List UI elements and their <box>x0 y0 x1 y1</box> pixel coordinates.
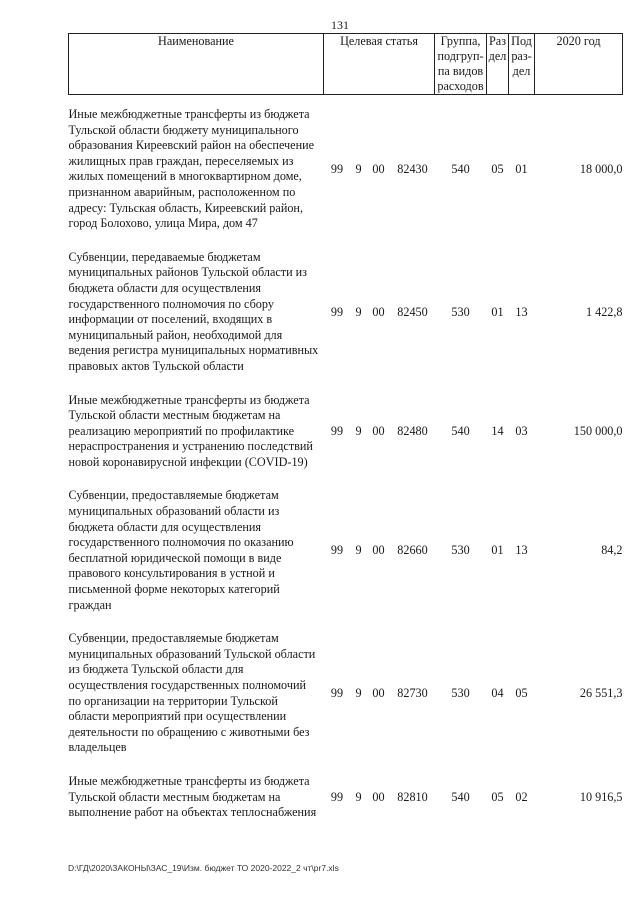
expense-group: 530 <box>451 686 470 701</box>
header-line: дел <box>488 49 507 63</box>
subsection-code: 13 <box>515 543 528 558</box>
amount-2020: 10 916,5 <box>579 789 623 804</box>
target-code-part: 82450 <box>397 304 428 319</box>
subsection-code: 13 <box>515 304 528 319</box>
target-code-part: 9 <box>355 304 362 319</box>
subsection-code: 01 <box>515 161 528 176</box>
row-name: Субвенции, передаваемые бюджетам муниципальных районов Тульской области из бюджета области для осуществления государственного полномочия по сбору информации от поселений, входящих в муниципальный район, необходимой для ведения регистра муниципальных нормативных правовых актов Тульской области <box>68 249 319 373</box>
target-code-part: 00 <box>372 543 385 558</box>
target-code-part: 9 <box>355 543 362 558</box>
column-header-target-article: Целевая статья <box>324 34 435 95</box>
target-code-part: 9 <box>355 423 362 438</box>
target-code-part: 82430 <box>397 161 428 176</box>
section-code: 05 <box>491 789 504 804</box>
column-header-name: Наименование <box>69 34 324 95</box>
expense-group: 540 <box>451 789 470 804</box>
target-code-part: 00 <box>372 304 385 319</box>
header-line: раз- <box>511 49 532 63</box>
expense-group: 540 <box>451 423 470 438</box>
target-code-part: 99 <box>330 423 344 438</box>
subsection-code: 03 <box>515 423 528 438</box>
section-code: 05 <box>491 161 504 176</box>
expense-group: 530 <box>451 543 470 558</box>
target-code-part: 00 <box>372 686 385 701</box>
amount-2020: 150 000,0 <box>573 423 623 438</box>
header-line: па видов <box>437 64 484 78</box>
subsection-code: 05 <box>515 686 528 701</box>
header-line: Раз <box>489 34 507 48</box>
row-name: Иные межбюджетные трансферты из бюджета Тульской области местным бюджетам на реализацию мероприятий по профилактике нераспространения и устранению последствий новой коронавирусной инфекции (COVID-19) <box>68 392 313 469</box>
table-row <box>69 629 623 758</box>
amount-2020: 26 551,3 <box>579 686 623 701</box>
target-code-part: 82730 <box>397 686 428 701</box>
target-code-part: 00 <box>372 161 385 176</box>
target-code-part: 99 <box>330 161 344 176</box>
budget-table <box>68 33 623 823</box>
target-code-part: 9 <box>355 789 362 804</box>
amount-2020: 1 422,8 <box>585 304 623 319</box>
header-line: дел <box>512 64 531 78</box>
column-header-group <box>435 34 487 95</box>
row-name: Субвенции, предоставляемые бюджетам муниципальных образований области из бюджета области для осуществления государственного полномочия по оказанию бесплатной юридической помощи в виде правового консультирования в устной и письменной форме некоторых категорий граждан <box>68 488 294 612</box>
section-code: 01 <box>491 304 504 319</box>
target-code-part: 00 <box>372 789 385 804</box>
target-code-part: 9 <box>355 161 362 176</box>
header-line: Группа, <box>440 34 481 48</box>
table-header <box>69 34 623 95</box>
section-code: 14 <box>491 423 504 438</box>
expense-group: 540 <box>451 161 470 176</box>
target-code-part: 99 <box>330 543 344 558</box>
row-name: Субвенции, предоставляемые бюджетам муниципальных образований Тульской области из бюджета Тульской области для осуществления государственных полномочий по организации на территории Тульской области мероприятий при осуществлении деятельности по обращению с животными без владельцев <box>68 631 316 755</box>
target-code-part: 82660 <box>397 543 428 558</box>
target-code-part: 00 <box>372 423 385 438</box>
target-code-part: 99 <box>330 686 344 701</box>
target-code-part: 99 <box>330 789 344 804</box>
target-code-part: 99 <box>330 304 344 319</box>
column-header-subsection <box>509 34 535 95</box>
column-header-section <box>487 34 509 95</box>
page-number: 131 <box>331 18 349 32</box>
subsection-code: 02 <box>515 789 528 804</box>
target-code-part: 82480 <box>397 423 428 438</box>
header-line: Под <box>511 34 532 48</box>
section-code: 04 <box>491 686 504 701</box>
column-header-year: 2020 год <box>535 34 623 95</box>
table-row <box>69 391 623 473</box>
amount-2020: 84,2 <box>601 543 623 558</box>
header-line: расходов <box>437 79 484 93</box>
target-code-part: 9 <box>355 686 362 701</box>
expense-group: 530 <box>451 304 470 319</box>
row-name: Иные межбюджетные трансферты из бюджета Тульской области местным бюджетам на выполнение работ на объектах теплоснабжения <box>68 773 317 820</box>
footer-file-path: D:\ГД\2020\ЗАКОНЫ\ЗАС_19\Изм. бюджет ТО 2020-2022_2 чт\pr7.xls <box>68 863 339 873</box>
amount-2020: 18 000,0 <box>579 161 623 176</box>
header-line: подгруп- <box>437 49 484 63</box>
table-row <box>69 772 623 823</box>
table-row <box>69 248 623 377</box>
table-row <box>69 486 623 615</box>
row-name: Иные межбюджетные трансферты из бюджета Тульской области бюджету муниципального образования Киреевский район на обеспечение жилищных прав граждан, переселяемых из жилых помещений в многоквартирном доме, признанном аварийным, расположенном по адресу: Тульская область, Киреевский район, город Болохово, улица Мира, дом 47 <box>68 107 315 231</box>
table-row <box>69 105 623 234</box>
section-code: 01 <box>491 543 504 558</box>
target-code-part: 82810 <box>397 789 428 804</box>
